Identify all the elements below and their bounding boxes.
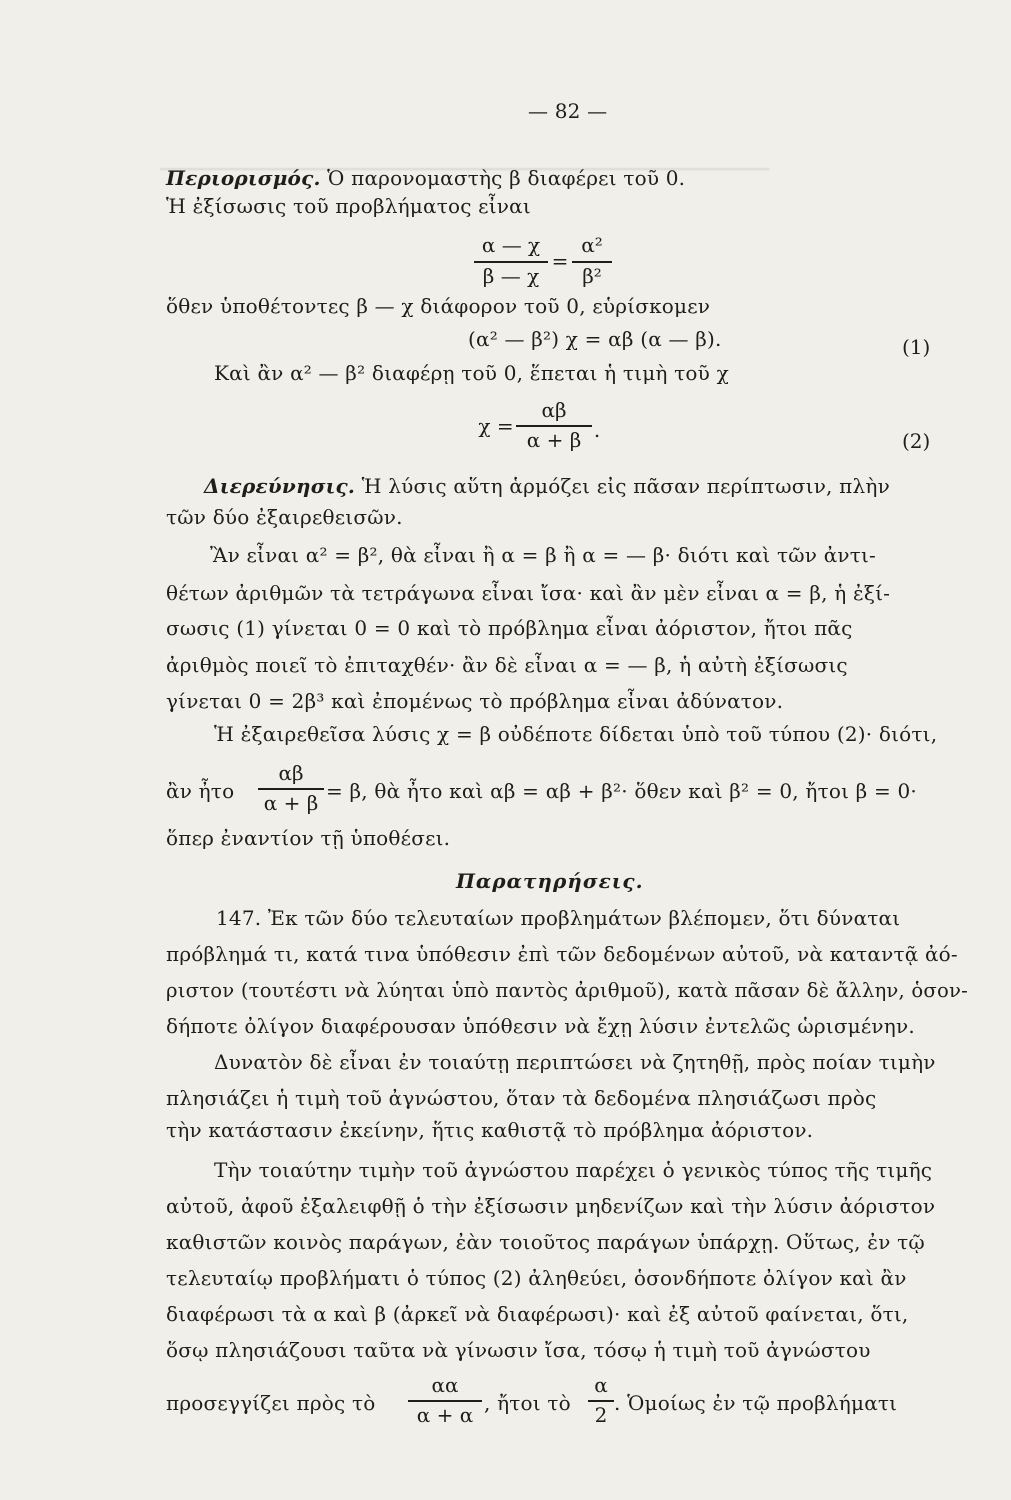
text-line-14: ὅπερ ἐναντίον τῇ ὑποθέσει.	[166, 826, 451, 850]
para-147-line-3: ριστον (τουτέστι νὰ λύηται ὑπὸ παντὸς ἀριθμοῦ), κατὰ πᾶσαν δὲ ἄλλην, ὁσον-	[166, 978, 968, 1002]
text-line-12: Ἡ ἐξαιρεθεῖσα λύσις χ = β οὐδέποτε δίδεται ὑπὸ τοῦ τύπου (2)· διότι,	[214, 722, 938, 746]
para-3-line-1: Τὴν τοιαύτην τιμὴν τοῦ ἀγνώστου παρέχει ὁ γενικὸς τύπος τῆς τιμῆς	[214, 1158, 933, 1182]
eq1-num-right: α²	[581, 233, 603, 257]
l13-bar	[258, 788, 324, 790]
l13-denominator: α + β	[263, 791, 319, 815]
eq1-den-left: β — χ	[482, 264, 540, 288]
eq3-dot: .	[593, 418, 601, 442]
bleed-through-text: ▁▁▁▁▁▁▁▁▁▁▁▁▁▁▁▁▁▁▁▁▁▁▁▁▁▁▁▁▁▁▁▁▁▁▁▁▁▁▁▁▁▁▁▁	[160, 150, 770, 171]
final-fraction-2-numerator: α	[594, 1373, 608, 1397]
para-147-line-2: πρόβλημά τι, κατά τινα ὑπόθεσιν ἐπὶ τῶν δεδομένων αὐτοῦ, νὰ καταντᾷ ἀό-	[166, 942, 958, 966]
eq1-left-bar	[474, 261, 548, 263]
para-2-line-3: τὴν κατάστασιν ἐκείνην, ἥτις καθιστᾷ τὸ πρόβλημα ἀόριστον.	[166, 1118, 814, 1142]
text-line-4: Καὶ ἂν α² — β² διαφέρῃ τοῦ 0, ἕπεται ἡ τιμὴ τοῦ χ	[214, 361, 729, 385]
text-line-13-start: ἂν ἦτο	[166, 779, 235, 803]
remarks-heading: Παρατηρήσεις.	[456, 869, 644, 893]
text-line-5-rest: Ἡ λύσις αὕτη ἁρμόζει εἰς πᾶσαν περίπτωσιν, πλὴν	[355, 474, 890, 498]
eq3-numerator: αβ	[541, 398, 567, 422]
text-line-13-end: = β, θὰ ἦτο καὶ αβ = αβ + β²· ὅθεν καὶ β² = 0, ἤτοι β = 0·	[326, 779, 917, 803]
para-3-line-7-mid: , ἤτοι τὸ	[484, 1391, 571, 1415]
eq3-denominator: α + β	[526, 428, 582, 452]
final-fraction-2-denominator: 2	[594, 1403, 608, 1427]
text-line-8: θέτων ἀριθμῶν τὰ τετράγωνα εἶναι ἴσα· καὶ ἂν μὲν εἶναι α = β, ἡ ἐξί-	[166, 581, 891, 605]
eq1-right-bar	[572, 261, 612, 263]
text-line-11: γίνεται 0 = 2β³ καὶ ἐπομένως τὸ πρόβλημα εἶναι ἀδύνατον.	[166, 689, 784, 713]
text-line-9: σωσις (1) γίνεται 0 = 0 καὶ τὸ πρόβλημα εἶναι ἀόριστον, ἤτοι πᾶς	[166, 616, 853, 640]
para-147-line-1: 147. Ἐκ τῶν δύο τελευταίων προβλημάτων βλέπομεν, ὅτι δύναται	[216, 906, 901, 930]
eq1-num-left: α — χ	[481, 233, 541, 257]
final-fraction-1-denominator: α + α	[416, 1403, 474, 1427]
text-line-10: ἀριθμὸς ποιεῖ τὸ ἐπιταχθέν· ἂν δὲ εἶναι α = — β, ἡ αὐτὴ ἐξίσωσις	[166, 653, 848, 677]
eq1-den-right: β²	[582, 264, 602, 288]
eq1-equals: =	[551, 249, 569, 273]
eq3-bar	[516, 425, 592, 427]
page-number: — 82 —	[528, 99, 608, 123]
para-3-line-7-end: . Ὁμοίως ἐν τῷ προβλήματι	[614, 1391, 898, 1415]
section-heading-periorismos: Περιορισμός.	[166, 166, 321, 190]
para-147-line-4: δήποτε ὀλίγον διαφέρουσαν ὑπόθεσιν νὰ ἔχῃ λύσιν ἐντελῶς ὡρισμένην.	[166, 1014, 915, 1038]
final-fraction-1-bar	[408, 1400, 482, 1402]
para-2-line-1: Δυνατὸν δὲ εἶναι ἐν τοιαύτῃ περιπτώσει νὰ ζητηθῇ, πρὸς ποίαν τιμὴν	[214, 1050, 936, 1074]
para-3-line-2: αὐτοῦ, ἀφοῦ ἐξαλειφθῇ ὁ τὴν ἐξίσωσιν μηδενίζων καὶ τὴν λύσιν ἀόριστον	[166, 1194, 936, 1218]
eq3-lhs: χ =	[478, 414, 514, 438]
text-line-3: ὅθεν ὑποθέτοντες β — χ διάφορον τοῦ 0, εὑρίσκομεν	[166, 294, 711, 318]
para-3-line-6: ὅσῳ πλησιάζουσι ταῦτα νὰ γίνωσιν ἴσα, τόσῳ ἡ τιμὴ τοῦ ἀγνώστου	[166, 1338, 871, 1362]
final-fraction-2-bar	[588, 1400, 614, 1402]
final-fraction-1-numerator: αα	[431, 1373, 459, 1397]
text-line-7: Ἂν εἶναι α² = β², θὰ εἶναι ἢ α = β ἢ α = — β· διότι καὶ τῶν ἀντι-	[210, 543, 877, 567]
equation-2: (α² — β²) χ = αβ (α — β).	[468, 327, 722, 351]
equation-number-1: (1)	[902, 335, 931, 359]
para-3-line-3: καθιστῶν κοινὸς παράγων, ἐὰν τοιοῦτος παράγων ὑπάρχῃ. Οὕτως, ἐν τῷ	[166, 1230, 925, 1254]
para-2-line-2: πλησιάζει ἡ τιμὴ τοῦ ἀγνώστου, ὅταν τὰ δεδομένα πλησιάζωσι πρὸς	[166, 1086, 877, 1110]
l13-numerator: αβ	[278, 761, 304, 785]
text-line-6: τῶν δύο ἐξαιρεθεισῶν.	[166, 505, 403, 529]
equation-number-2: (2)	[902, 429, 931, 453]
text-line-2: Ἡ ἐξίσωσις τοῦ προβλήματος εἶναι	[166, 194, 531, 218]
text-line-1-rest: Ὁ παρονομαστὴς β διαφέρει τοῦ 0.	[320, 166, 686, 190]
text-line-5	[204, 473, 890, 499]
para-3-line-4: τελευταίῳ προβλήματι ὁ τύπος (2) ἀληθεύει, ὁσονδήποτε ὀλίγον καὶ ἂν	[166, 1266, 907, 1290]
para-3-line-7-start: προσεγγίζει πρὸς τὸ	[166, 1391, 376, 1415]
section-heading-diereunisis: Διερεύνησις.	[204, 474, 356, 498]
text-line-1	[166, 165, 685, 191]
para-3-line-5: διαφέρωσι τὰ α καὶ β (ἀρκεῖ νὰ διαφέρωσι)· καὶ ἐξ αὐτοῦ φαίνεται, ὅτι,	[166, 1302, 909, 1326]
